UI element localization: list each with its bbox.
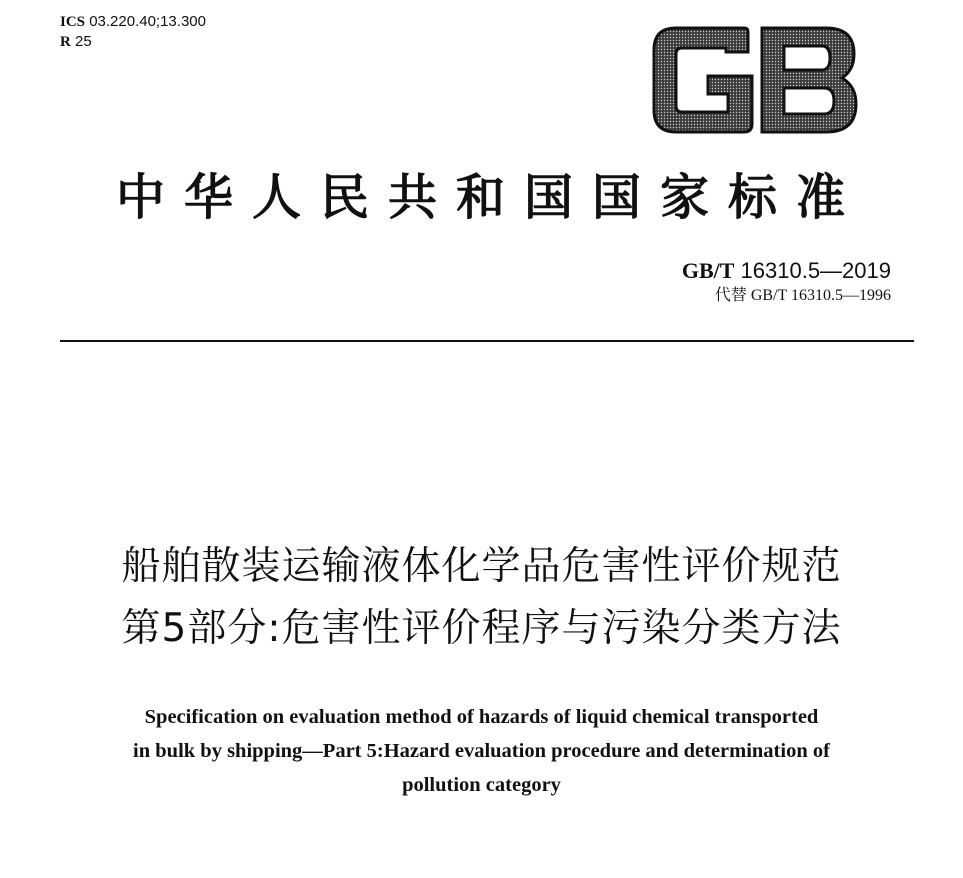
standard-number <box>682 258 891 284</box>
ics-label: ICS <box>60 14 86 30</box>
ics-codes: 03.220.40;13.300 <box>89 13 206 30</box>
standard-code: 16310.5—2019 <box>740 258 891 283</box>
english-title-line1: Specification on evaluation method of hazards of liquid chemical transported <box>144 706 819 728</box>
gb-logo-icon <box>648 24 860 136</box>
horizontal-divider <box>60 340 914 342</box>
ccs-label: R <box>60 34 71 50</box>
english-title-line2: in bulk by shipping—Part 5:Hazard evaluation procedure and determination of <box>133 740 830 762</box>
english-title <box>40 700 923 802</box>
replaces-note: 代替 GB/T 16310.5—1996 <box>714 287 891 304</box>
national-standard-title: 中华人民共和国国家标准 <box>115 169 864 226</box>
standard-prefix: GB/T <box>681 258 735 283</box>
chinese-title-line1: 船舶散装运输液体化学品危害性评价规范 <box>121 544 842 589</box>
english-title-line3: pollution category <box>402 774 561 796</box>
chinese-title-line2: 第5部分:危害性评价程序与污染分类方法 <box>121 606 842 651</box>
ccs-code: 25 <box>75 33 92 50</box>
ics-line <box>60 12 206 32</box>
ccs-line <box>60 32 206 52</box>
classification-codes <box>60 12 206 52</box>
